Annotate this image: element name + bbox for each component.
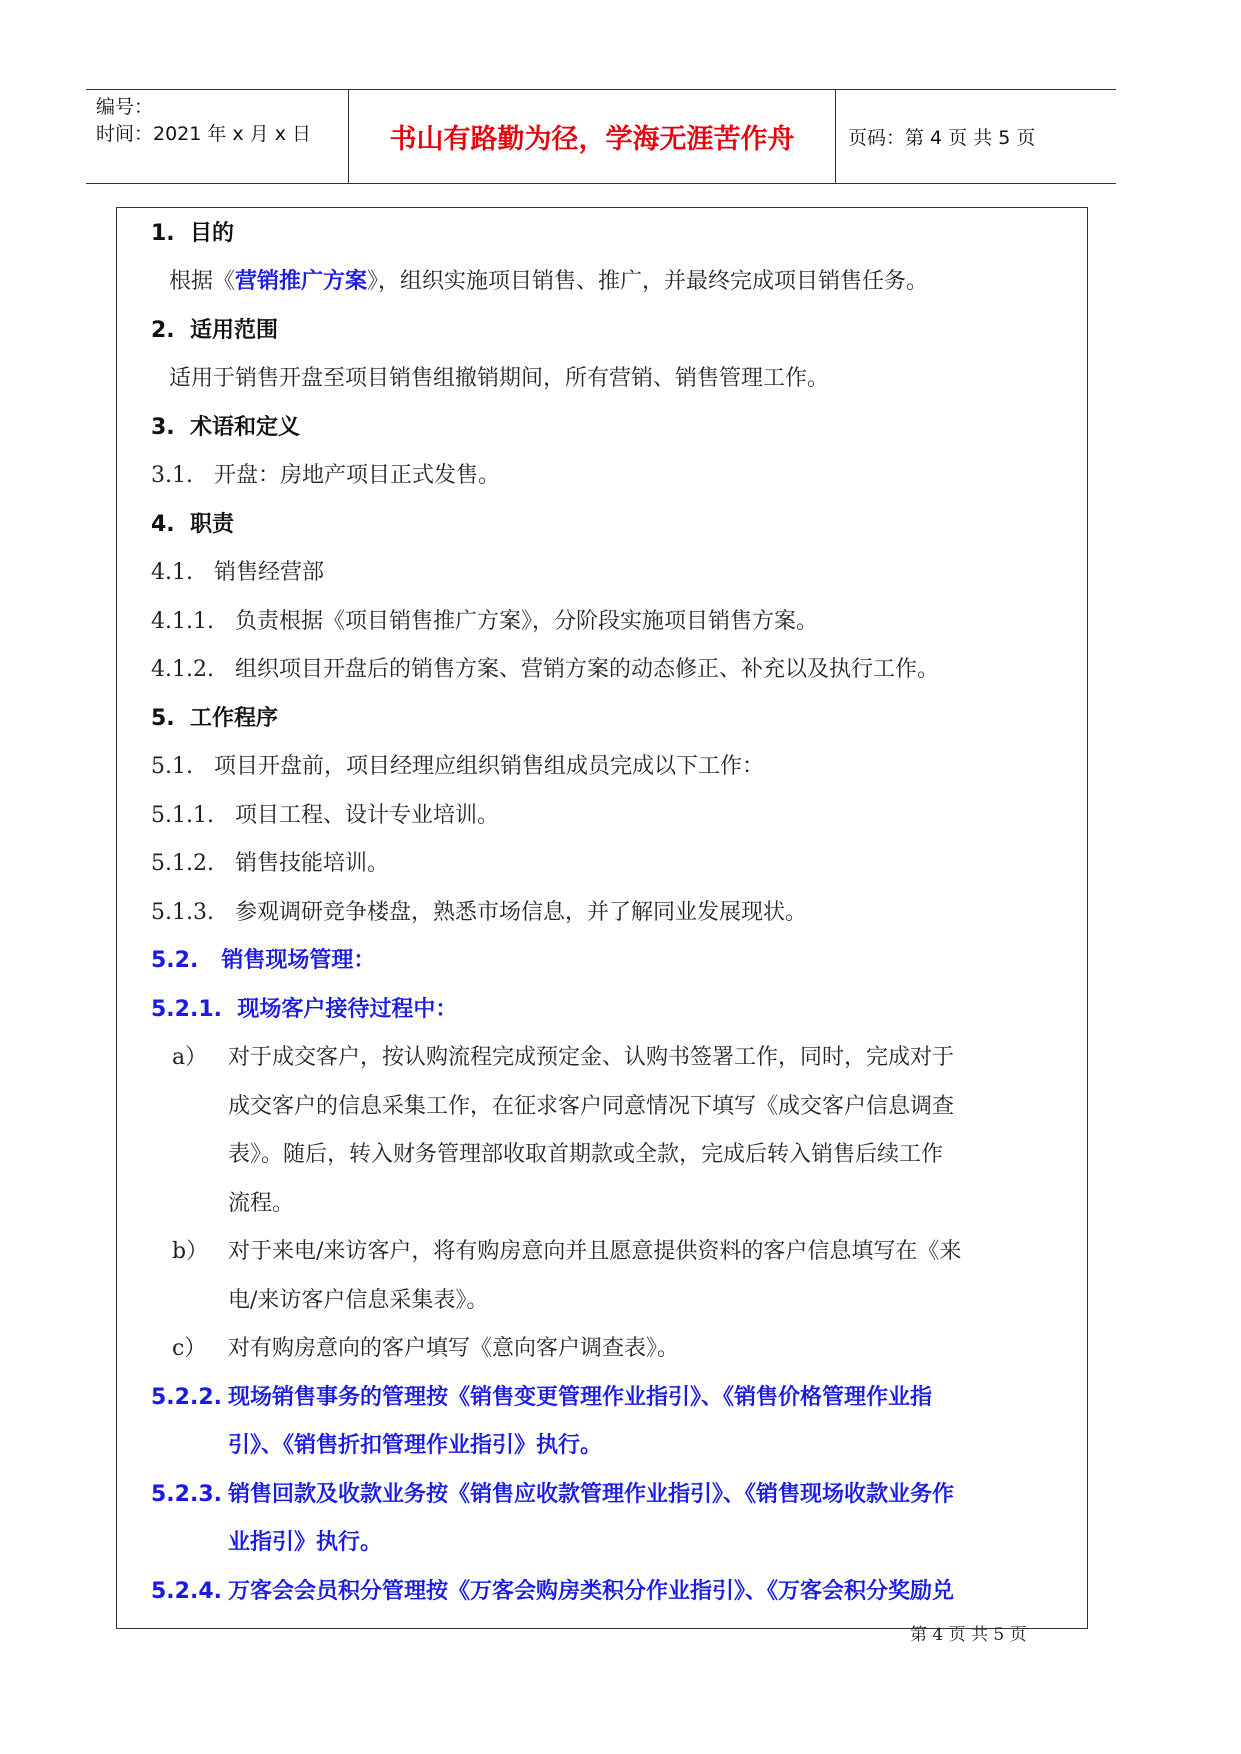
section-number: 1.	[151, 221, 175, 246]
header-meta	[96, 94, 311, 148]
clause-number: 5.2.1.	[151, 997, 222, 1022]
time-label: 时间：2021 年 x 月 x 日	[96, 123, 312, 145]
clause-text: 销售现场管理：	[221, 948, 376, 973]
list-item-line: 成交客户的信息采集工作，在征求客户同意情况下填写《成交客户信息调查	[228, 1094, 955, 1119]
page-header	[86, 89, 1116, 184]
clause-number: 3.1.	[151, 463, 193, 488]
clause-text: 负责根据《项目销售推广方案》，分阶段实施项目销售方案。	[234, 609, 818, 634]
list-item-line: 对有购房意向的客户填写《意向客户调查表》。	[228, 1336, 680, 1361]
clause-text: 现场客户接待过程中：	[237, 997, 458, 1022]
clause-number: 5.2.4.	[151, 1579, 222, 1604]
section-title: 职责	[190, 512, 235, 537]
clause	[151, 655, 939, 685]
list-marker: b）	[172, 1239, 209, 1264]
clause-text: 项目开盘前，项目经理应组织销售组成员完成以下工作：	[213, 754, 764, 779]
paragraph	[169, 267, 928, 297]
section-heading	[151, 413, 300, 443]
clause-number: 5.2.2.	[151, 1385, 222, 1410]
section-heading	[151, 704, 278, 734]
clause-text: 销售经营部	[213, 560, 324, 585]
clause-number: 4.1.	[151, 560, 193, 585]
list-item-line: 表》。随后，转入财务管理部收取首期款或全款，完成后转入销售后续工作	[228, 1142, 944, 1167]
clause	[151, 849, 389, 879]
clause-number: 4.1.2.	[151, 657, 214, 682]
section-heading	[151, 219, 234, 249]
list-item-line: 对于成交客户，按认购流程完成预定金、认购书签署工作，同时，完成对于	[228, 1045, 955, 1070]
clause-number: 5.1.3.	[151, 900, 214, 925]
clause-text: 现场销售事务的管理按《销售变更管理作业指引》、《销售价格管理作业指	[228, 1385, 933, 1410]
text-segment: 》，组织实施项目销售、推广，并最终完成项目销售任务。	[367, 269, 929, 294]
section-heading	[151, 510, 234, 540]
paragraph: 适用于销售开盘至项目销售组撤销期间，所有营销、销售管理工作。	[169, 366, 830, 391]
list-marker: c）	[172, 1336, 207, 1361]
list-item-line: 流程。	[228, 1191, 295, 1216]
clause-text: 开盘：房地产项目正式发售。	[213, 463, 500, 488]
content-box	[116, 207, 1088, 1629]
list-marker: a）	[172, 1045, 208, 1070]
clause	[151, 752, 764, 782]
clause-number: 5.1.2.	[151, 851, 214, 876]
section-title: 术语和定义	[190, 415, 301, 440]
header-page-label: 页码：第 4 页 共 5 页	[848, 127, 1036, 149]
clause-text: 业指引》执行。	[228, 1530, 383, 1555]
plan-keyword: 营销推广方案	[235, 269, 368, 294]
clause	[151, 461, 500, 491]
section-title: 目的	[190, 221, 235, 246]
list-item-line: 电/来访客户信息采集表》。	[228, 1288, 489, 1313]
clause-text: 项目工程、设计专业培训。	[234, 803, 499, 828]
section-title: 工作程序	[190, 706, 279, 731]
header-divider	[835, 90, 836, 183]
code-label: 编号：	[96, 96, 154, 118]
clause-number: 4.1.1.	[151, 609, 214, 634]
list-item-line: 对于来电/来访客户，将有购房意向并且愿意提供资料的客户信息填写在《来	[228, 1239, 962, 1264]
section-number: 2.	[151, 318, 175, 343]
clause-highlight	[151, 995, 457, 1025]
clause-number: 5.1.	[151, 754, 193, 779]
section-number: 4.	[151, 512, 175, 537]
clause-number: 5.1.1.	[151, 803, 214, 828]
clause	[151, 607, 818, 637]
clause-number: 5.2.	[151, 948, 199, 973]
clause-text: 引》、《销售折扣管理作业指引》执行。	[228, 1433, 603, 1458]
clause-text: 万客会会员积分管理按《万客会购房类积分作业指引》、《万客会积分奖励兑	[228, 1579, 955, 1604]
clause	[151, 801, 499, 831]
clause-text: 组织项目开盘后的销售方案、营销方案的动态修正、补充以及执行工作。	[234, 657, 939, 682]
header-motto: 书山有路勤为径，学海无涯苦作舟	[389, 124, 795, 155]
clause-text: 参观调研竞争楼盘，熟悉市场信息，并了解同业发展现状。	[234, 900, 807, 925]
clause-number: 5.2.3.	[151, 1482, 222, 1507]
section-title: 适用范围	[190, 318, 279, 343]
clause-text: 销售回款及收款业务按《销售应收款管理作业指引》、《销售现场收款业务作	[228, 1482, 955, 1507]
clause-highlight	[151, 946, 375, 976]
page-footer: 第 4 页 共 5 页	[910, 1625, 1027, 1645]
section-heading	[151, 316, 278, 346]
clause	[151, 558, 324, 588]
section-number: 3.	[151, 415, 175, 440]
section-number: 5.	[151, 706, 175, 731]
text-segment: 根据《	[169, 269, 236, 294]
clause-text: 销售技能培训。	[234, 851, 389, 876]
clause	[151, 898, 807, 928]
